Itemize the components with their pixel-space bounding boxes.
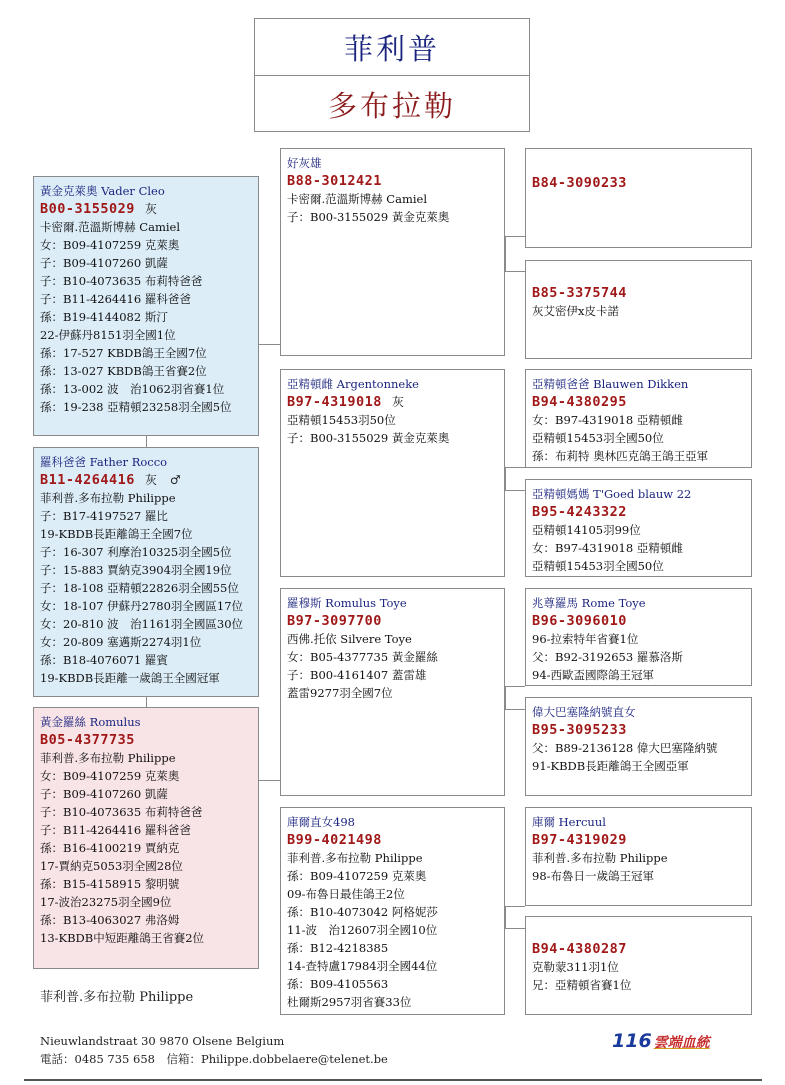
info-line: 兄：亞精頓省賽1位 bbox=[532, 978, 632, 992]
info-line: 亞精頓15453羽全國50位 bbox=[532, 559, 664, 573]
dam-granddam-card bbox=[280, 807, 505, 1015]
pigeon-name: 好灰雄 bbox=[287, 156, 322, 170]
info-line: 克勒蒙311羽1位 bbox=[532, 960, 619, 974]
title-name-top: 菲利普 bbox=[255, 19, 529, 76]
info-line: 子：B09-4107260 凱薩 bbox=[40, 787, 168, 801]
info-line: 女：20-810 波 治1161羽全國區30位 bbox=[40, 617, 244, 631]
logo bbox=[612, 1030, 710, 1052]
info-line: 17-波治23275羽全國9位 bbox=[40, 895, 172, 909]
info-line: 女：B09-4107259 克萊奧 bbox=[40, 769, 180, 783]
ancestor-card bbox=[525, 479, 752, 577]
ring-number: B94-4380287 bbox=[532, 941, 627, 957]
info-line: 女：B09-4107259 克萊奧 bbox=[40, 238, 180, 252]
logo-number: 116 bbox=[612, 1030, 652, 1052]
info-line: 孫：B09-4107259 克萊奧 bbox=[287, 869, 427, 883]
info-line: 09-布魯日最佳鴿王2位 bbox=[287, 887, 405, 901]
connector-line bbox=[505, 686, 506, 710]
info-line: 女：B05-4377735 黃金羅絲 bbox=[287, 650, 438, 664]
connector-line bbox=[505, 467, 506, 491]
info-line: 孫：B12-4218385 bbox=[287, 941, 389, 955]
info-line: 孫：B15-4158915 黎明號 bbox=[40, 877, 180, 891]
grandsire-card bbox=[280, 148, 505, 356]
ring-number: B97-4319029 bbox=[532, 832, 627, 848]
info-line: 孫：B19-4144082 斯汀 bbox=[40, 310, 168, 324]
connector-line bbox=[505, 709, 525, 710]
info-line: 孫：13-002 波 治1062羽省賽1位 bbox=[40, 382, 225, 396]
ancestor-card bbox=[525, 697, 752, 796]
ancestor-card bbox=[525, 260, 752, 359]
info-line: 女：B97-4319018 亞精頓雌 bbox=[532, 413, 683, 427]
info-line: 灰艾密伊x皮卡諾 bbox=[532, 304, 619, 318]
pigeon-name: 亞精頓爸爸 Blauwen Dikken bbox=[532, 377, 689, 391]
info-line: 亞精頓15453羽全國50位 bbox=[532, 431, 664, 445]
info-line: 蓋雷9277羽全國7位 bbox=[287, 686, 393, 700]
pigeon-color: 灰 bbox=[144, 202, 158, 216]
info-line: 孫：17-527 KBDB鴿王全國7位 bbox=[40, 346, 207, 360]
info-line: 孫：B18-4076071 羅賓 bbox=[40, 653, 168, 667]
connector-line bbox=[505, 928, 525, 929]
info-line: 子：15-883 賈納克3904羽全國19位 bbox=[40, 563, 232, 577]
info-line: 卡密爾.范溫斯博赫 Camiel bbox=[40, 220, 181, 234]
pigeon-name: 亞精頓雌 Argentonneke bbox=[287, 377, 419, 391]
dam-grandsire-card bbox=[280, 588, 505, 796]
info-line: 19-KBDB長距離一歲鴿王全國冠軍 bbox=[40, 671, 220, 685]
info-line: 卡密爾.范溫斯博赫 Camiel bbox=[287, 192, 428, 206]
ring-number: B96-3096010 bbox=[532, 613, 627, 629]
info-line: 子：B09-4107260 凱薩 bbox=[40, 256, 168, 270]
connector-line bbox=[505, 490, 525, 491]
ancestor-card bbox=[525, 369, 752, 468]
info-line: 14-查特盧17984羽全國44位 bbox=[287, 959, 438, 973]
ring-number: B95-4243322 bbox=[532, 504, 627, 520]
ring-number: B85-3375744 bbox=[532, 285, 627, 301]
owner-name: 菲利普.多布拉勒 Philippe bbox=[40, 990, 194, 1005]
info-line: 13-KBDB中短距離鴿王省賽2位 bbox=[40, 931, 205, 945]
ring-number: B84-3090233 bbox=[532, 175, 627, 191]
dam-card bbox=[33, 707, 259, 969]
info-line: 子：B10-4073635 布莉特爸爸 bbox=[40, 805, 203, 819]
connector-line bbox=[505, 906, 506, 929]
contact-block bbox=[40, 1032, 388, 1068]
pigeon-name: 庫爾 Hercuul bbox=[532, 815, 606, 829]
info-line: 19-KBDB長距離鴿王全國7位 bbox=[40, 527, 193, 541]
info-line: 孫：13-027 KBDB鴿王省賽2位 bbox=[40, 364, 207, 378]
ancestor-card bbox=[525, 807, 752, 906]
ancestor-card bbox=[525, 588, 752, 686]
info-line: 菲利普.多布拉勒 Philippe bbox=[40, 751, 176, 765]
ring-number: B99-4021498 bbox=[287, 832, 382, 848]
info-line: 父：B92-3192653 羅慕洛斯 bbox=[532, 650, 683, 664]
info-line: 子：B11-4264416 羅科爸爸 bbox=[40, 292, 191, 306]
bottom-divider bbox=[24, 1079, 762, 1081]
title-name-bottom: 多布拉勒 bbox=[327, 89, 456, 123]
info-line: 子：B00-3155029 黃金克萊奧 bbox=[287, 210, 450, 224]
ring-number: B97-3097700 bbox=[287, 613, 382, 629]
connector-line bbox=[505, 236, 506, 272]
info-line: 98-布魯日一歲鴿王冠軍 bbox=[532, 869, 655, 883]
info-line: 94-西歐盃國際鴿王冠軍 bbox=[532, 668, 655, 682]
info-line: 孫：B09-4105563 bbox=[287, 977, 389, 991]
pigeon-name: 黃金克萊奧 Vader Cleo bbox=[40, 184, 165, 198]
subject-card bbox=[33, 447, 259, 697]
info-line: 17-賈納克5053羽全國28位 bbox=[40, 859, 183, 873]
info-line: 子：B11-4264416 羅科爸爸 bbox=[40, 823, 191, 837]
granddam-card bbox=[280, 369, 505, 577]
contact-line: 電話：0485 735 658 信箱：Philippe.dobbelaere@telenet.be bbox=[40, 1052, 388, 1066]
info-line: 亞精頓14105羽99位 bbox=[532, 523, 641, 537]
info-line: 菲利普.多布拉勒 Philippe bbox=[532, 851, 668, 865]
info-line: 女：18-107 伊蘇丹2780羽全國區17位 bbox=[40, 599, 244, 613]
info-line: 西佛.托依 Silvere Toye bbox=[287, 632, 412, 646]
info-line: 子：16-307 利摩治10325羽全國5位 bbox=[40, 545, 232, 559]
ring-number: B00-3155029 bbox=[40, 201, 135, 217]
info-line: 菲利普.多布拉勒 Philippe bbox=[40, 491, 176, 505]
info-line: 子：B00-4161407 蓋雷雄 bbox=[287, 668, 427, 682]
pigeon-color-sex: 灰 ♂ bbox=[144, 473, 182, 487]
info-line: 亞精頓15453羽50位 bbox=[287, 413, 396, 427]
info-line: 女：20-809 塞邁斯2274羽1位 bbox=[40, 635, 202, 649]
info-line: 杜爾斯2957羽省賽33位 bbox=[287, 995, 412, 1009]
ancestor-card bbox=[525, 148, 752, 248]
pigeon-name: 兆尊羅馬 Rome Toye bbox=[532, 596, 646, 610]
ring-number: B97-4319018 bbox=[287, 394, 382, 410]
connector-line bbox=[258, 344, 280, 345]
pigeon-name: 偉大巴塞隆納號直女 bbox=[532, 705, 636, 719]
sire-card bbox=[33, 176, 259, 436]
info-line: 91-KBDB長距離鴿王全國亞軍 bbox=[532, 759, 689, 773]
pigeon-title-box bbox=[254, 18, 530, 132]
pigeon-name: 庫爾直女498 bbox=[287, 815, 355, 829]
pigeon-name: 亞精頓媽媽 T'Goed blauw 22 bbox=[532, 487, 692, 501]
info-line: 父：B89-2136128 偉大巴塞隆納號 bbox=[532, 741, 718, 755]
info-line: 子：18-108 亞精頓22826羽全國55位 bbox=[40, 581, 239, 595]
connector-line bbox=[505, 271, 525, 272]
connector-line bbox=[505, 236, 525, 237]
info-line: 子：B17-4197527 羅比 bbox=[40, 509, 168, 523]
info-line: 22-伊蘇丹8151羽全國1位 bbox=[40, 328, 176, 342]
info-line: 子：B10-4073635 布莉特爸爸 bbox=[40, 274, 203, 288]
connector-line bbox=[146, 436, 147, 447]
connector-line bbox=[146, 697, 147, 707]
address-line: Nieuwlandstraat 30 9870 Olsene Belgium bbox=[40, 1034, 285, 1048]
info-line: 96-拉索特年省賽1位 bbox=[532, 632, 639, 646]
info-line: 孫：19-238 亞精頓23258羽全國5位 bbox=[40, 400, 232, 414]
ring-number: B95-3095233 bbox=[532, 722, 627, 738]
logo-text: 雲端血統 bbox=[653, 1035, 710, 1051]
info-line: 孫：B13-4063027 弗洛姆 bbox=[40, 913, 180, 927]
ring-number: B88-3012421 bbox=[287, 173, 382, 189]
info-line: 11-波 治12607羽全國10位 bbox=[287, 923, 438, 937]
ring-number: B11-4264416 bbox=[40, 472, 135, 488]
ring-number: B94-4380295 bbox=[532, 394, 627, 410]
info-line: 孫：B10-4073042 阿格妮莎 bbox=[287, 905, 438, 919]
info-line: 孫：B16-4100219 賈納克 bbox=[40, 841, 180, 855]
connector-line bbox=[258, 780, 280, 781]
connector-line bbox=[505, 686, 525, 687]
ring-number: B05-4377735 bbox=[40, 732, 135, 748]
info-line: 女：B97-4319018 亞精頓雌 bbox=[532, 541, 683, 555]
connector-line bbox=[505, 906, 525, 907]
connector-line bbox=[505, 467, 525, 468]
pigeon-name: 羅科爸爸 Father Rocco bbox=[40, 455, 168, 469]
pigeon-color: 灰 bbox=[391, 395, 405, 409]
info-line: 菲利普.多布拉勒 Philippe bbox=[287, 851, 423, 865]
info-line: 子：B00-3155029 黃金克萊奧 bbox=[287, 431, 450, 445]
pigeon-name: 羅穆斯 Romulus Toye bbox=[287, 596, 407, 610]
pigeon-name: 黃金羅絲 Romulus bbox=[40, 715, 141, 729]
ancestor-card bbox=[525, 916, 752, 1015]
info-line: 孫：布莉特 奧林匹克鴿王鴿王亞軍 bbox=[532, 449, 709, 463]
